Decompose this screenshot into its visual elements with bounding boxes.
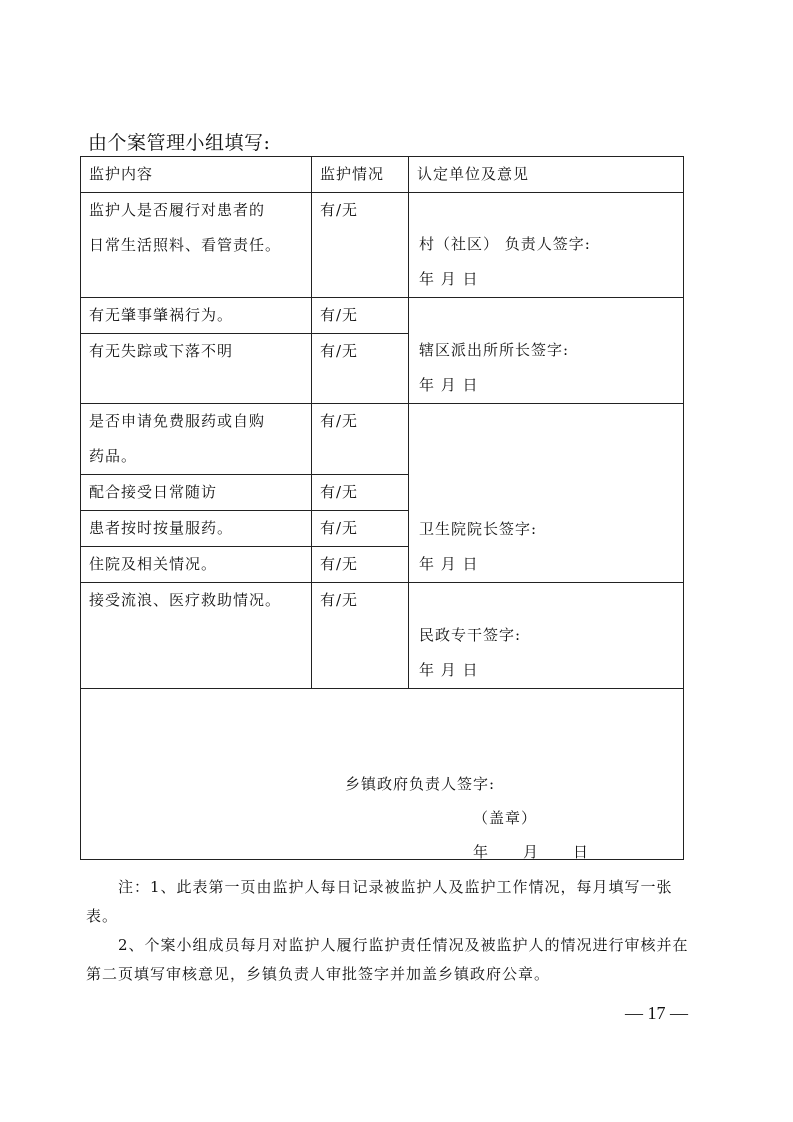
police-signature-cell xyxy=(409,298,684,404)
row-content: 住院及相关情况。 xyxy=(81,547,312,583)
signature-date: 年 月 日 xyxy=(419,555,479,573)
township-signature-label: 乡镇政府负责人签字: xyxy=(345,775,496,793)
civil-affairs-signature-label: 民政专干签字: xyxy=(419,626,522,644)
row-content: 配合接受日常随访 xyxy=(81,475,312,511)
date-day: 日 xyxy=(573,843,590,861)
row-content: 有无失踪或下落不明 xyxy=(81,334,312,404)
signature-date: 年 月 日 xyxy=(419,376,479,394)
notes-section xyxy=(86,873,692,989)
signature-date: 年 月 日 xyxy=(419,270,479,288)
row-status: 有/无 xyxy=(312,334,409,404)
signature-date: 年 月 日 xyxy=(419,661,479,679)
page-number: — 17 — xyxy=(625,1003,688,1023)
row-status: 有/无 xyxy=(312,475,409,511)
row-content: 是否申请免费服药或自购 药品。 xyxy=(81,404,312,475)
column-header-opinion: 认定单位及意见 xyxy=(409,157,684,193)
row-content: 有无肇事肇祸行为。 xyxy=(81,298,312,334)
row-status: 有/无 xyxy=(312,511,409,547)
table-row xyxy=(81,404,684,475)
column-header-status: 监护情况 xyxy=(312,157,409,193)
date-year: 年 xyxy=(473,843,490,861)
row-status: 有/无 xyxy=(312,583,409,689)
table-row xyxy=(81,193,684,298)
supervision-review-table xyxy=(80,156,684,860)
row-status: 有/无 xyxy=(312,193,409,298)
village-signature-label: 村（社区） 负责人签字: xyxy=(419,235,591,253)
note-1: 注：1、此表第一页由监护人每日记录被监护人及监护工作情况，每月填写一张表。 xyxy=(86,878,673,925)
table-header-row xyxy=(81,157,684,193)
form-heading: 由个案管理小组填写: xyxy=(88,132,271,154)
row-content: 接受流浪、医疗救助情况。 xyxy=(81,583,312,689)
township-approval-row xyxy=(81,689,684,860)
date-month: 月 xyxy=(523,843,540,861)
village-signature-cell xyxy=(409,193,684,298)
hospital-signature-cell xyxy=(409,404,684,583)
row-content: 监护人是否履行对患者的 日常生活照料、看管责任。 xyxy=(81,193,312,298)
row-status: 有/无 xyxy=(312,547,409,583)
row-status: 有/无 xyxy=(312,298,409,334)
row-status: 有/无 xyxy=(312,404,409,475)
civil-affairs-signature-cell xyxy=(409,583,684,689)
hospital-signature-label: 卫生院院长签字: xyxy=(419,520,538,538)
township-signature-date xyxy=(473,835,589,869)
row-content: 患者按时按量服药。 xyxy=(81,511,312,547)
table-row xyxy=(81,298,684,334)
table-row xyxy=(81,583,684,689)
note-2: 2、个案小组成员每月对监护人履行监护责任情况及被监护人的情况进行审核并在第二页填写审核意见，乡镇负责人审批签字并加盖乡镇政府公章。 xyxy=(86,936,689,983)
police-signature-label: 辖区派出所所长签字: xyxy=(419,341,570,359)
seal-label: （盖章） xyxy=(473,809,538,827)
township-approval-cell xyxy=(81,689,684,860)
column-header-content: 监护内容 xyxy=(81,157,312,193)
